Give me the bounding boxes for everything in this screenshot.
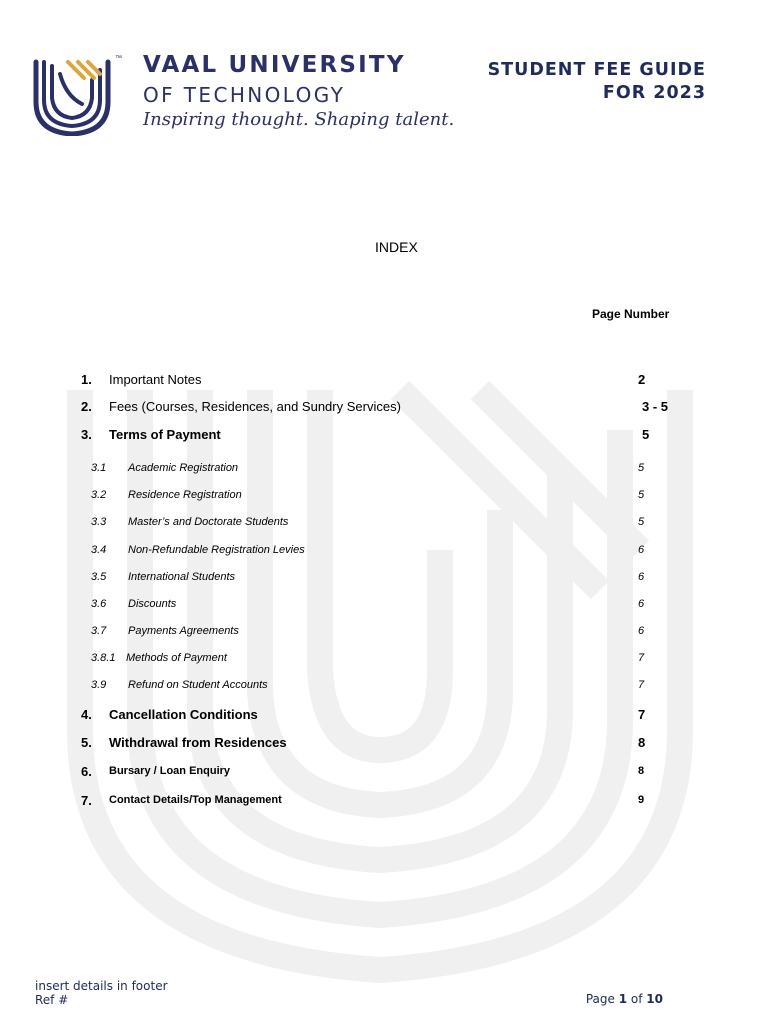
toc-entry-number: 3.4 [91, 544, 107, 556]
toc-entry-page: 6 [638, 571, 645, 583]
toc-subentry [0, 516, 768, 534]
toc-entry-number: 1. [81, 372, 92, 387]
toc-entry-page: 2 [638, 372, 646, 387]
footer-page-total: 10 [646, 992, 663, 1006]
footer-page-prefix: Page [585, 992, 615, 1006]
toc-entry-number: 3.7 [91, 625, 107, 637]
toc-subentry [0, 598, 768, 616]
toc-entry-label: Academic Registration [128, 462, 239, 474]
toc-entry-page: 5 [638, 462, 645, 474]
toc-entry-number: 3.3 [91, 516, 107, 528]
footer-page-current: 1 [618, 992, 628, 1006]
toc-entry-number: 7. [81, 793, 92, 808]
document-title [488, 59, 706, 105]
toc-entry-number: 5. [81, 735, 92, 750]
university-name-line1: VAAL UNIVERSITY [143, 52, 406, 78]
toc-entry-label: Payments Agreements [128, 625, 239, 637]
toc-subentry [0, 462, 768, 480]
toc-entry-label: Residence Registration [128, 489, 242, 501]
toc-entry-page: 8 [638, 735, 646, 750]
toc-subentry [0, 544, 768, 562]
toc-entry-label: Important Notes [109, 372, 202, 387]
toc-entry-label: Fees (Courses, Residences, and Sundry Services) [109, 399, 401, 414]
footer-page-of: of [630, 992, 643, 1006]
toc-entry-number: 3.6 [91, 598, 107, 610]
toc-subentry [0, 625, 768, 643]
toc-entry-page: 8 [638, 765, 645, 777]
toc-entry-page: 3 - 5 [642, 399, 669, 414]
toc-subentry [0, 489, 768, 507]
toc-entry-number: 3.1 [91, 462, 107, 474]
toc-entry-label: Terms of Payment [109, 427, 221, 442]
toc-entry-label: Bursary / Loan Enquiry [109, 765, 231, 777]
trademark-symbol: ™ [115, 55, 122, 62]
toc-entry-label: Contact Details/Top Management [109, 794, 282, 806]
toc-entry-page: 6 [638, 625, 645, 637]
footer-details: insert details in footer [35, 979, 168, 993]
university-logo-icon [30, 56, 114, 136]
toc-entry-number: 2. [81, 399, 92, 414]
toc-entry-number: 3.9 [91, 679, 107, 691]
toc-entry-label: Refund on Student Accounts [128, 679, 268, 691]
toc-entry-label: Cancellation Conditions [109, 707, 258, 722]
toc-entry [0, 707, 768, 725]
toc-entry [0, 735, 768, 753]
toc-entry-number: 4. [81, 707, 92, 722]
toc-subentry [0, 652, 768, 670]
university-name-line2: OF TECHNOLOGY [143, 83, 346, 107]
toc-entry [0, 793, 768, 811]
toc-entry-number: 3.8.1 [91, 652, 116, 664]
toc-entry-label: Methods of Payment [126, 652, 227, 664]
index-heading: INDEX [375, 239, 418, 255]
toc-entry-label: Discounts [128, 598, 177, 610]
toc-entry [0, 399, 768, 417]
toc-entry-page: 7 [638, 707, 646, 722]
toc-entry-page: 6 [638, 544, 645, 556]
footer-ref: Ref # [35, 993, 69, 1007]
document-title-line1: STUDENT FEE GUIDE [487, 60, 706, 80]
toc-entry-number: 3.2 [91, 489, 107, 501]
toc-entry-page: 9 [638, 794, 645, 806]
toc-entry-number: 6. [81, 764, 92, 779]
toc-subentry [0, 571, 768, 589]
toc-entry-label: Withdrawal from Residences [109, 735, 287, 750]
toc-entry-label: International Students [128, 571, 236, 583]
toc-entry-page: 6 [638, 598, 645, 610]
toc-entry-label: Master’s and Doctorate Students [128, 516, 289, 528]
toc-entry [0, 427, 768, 445]
toc-entry [0, 764, 768, 782]
toc-entry-page: 5 [638, 489, 645, 501]
university-tagline: Inspiring thought. Shaping talent. [143, 109, 455, 130]
toc-entry-page: 7 [638, 652, 645, 664]
toc-entry-number: 3. [81, 427, 92, 442]
toc-entry-page: 5 [642, 427, 650, 442]
toc-entry-page: 7 [638, 679, 645, 691]
page-number-column-heading: Page Number [592, 307, 670, 321]
watermark-logo [40, 350, 720, 990]
toc-entry [0, 372, 768, 390]
toc-subentry [0, 679, 768, 697]
document-title-line2: FOR 2023 [602, 83, 706, 103]
toc-entry-number: 3.5 [91, 571, 107, 583]
toc-entry-page: 5 [638, 516, 645, 528]
footer-page-indicator [586, 992, 663, 1006]
toc-entry-label: Non-Refundable Registration Levies [128, 544, 305, 556]
